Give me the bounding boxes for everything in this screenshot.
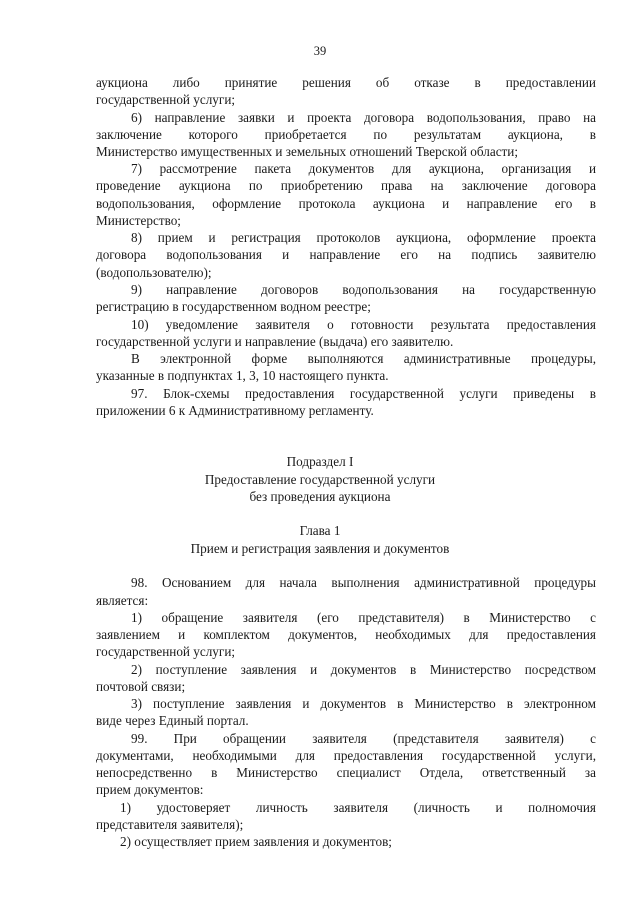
text-line: 97. Блок-схемы предоставления государственной услуги приведены в xyxy=(131,386,596,401)
text-line: непосредственно в Министерство специалист Отдела, ответственный за xyxy=(96,765,596,780)
text-line: Министерство; xyxy=(96,213,181,228)
text-line: приложении 6 к Административному регламенту. xyxy=(96,403,374,418)
subsection-title: Подраздел I xyxy=(286,454,354,469)
text-line: заявлением и комплектом документов, необходимых для предоставления xyxy=(96,627,596,642)
text-line: 7) рассмотрение пакета документов для аукциона, организация и xyxy=(131,161,596,176)
text-line: представителя заявителя); xyxy=(96,817,244,832)
text-line: 10) уведомление заявителя о готовности результата предоставления xyxy=(131,317,596,332)
text-line: государственной услуги; xyxy=(96,92,236,107)
chapter-name: Прием и регистрация заявления и документов xyxy=(190,541,450,556)
text-line: 6) направление заявки и проекта договора водопользования, право на xyxy=(131,110,596,125)
text-line: 9) направление договоров водопользования на государственную xyxy=(131,282,596,297)
text-line: договора водопользования и направление его на подпись заявителю xyxy=(96,247,596,262)
text-line: 2) осуществляет прием заявления и документов; xyxy=(120,834,392,849)
text-line: государственной услуги; xyxy=(96,644,236,659)
text-line: 1) обращение заявителя (его представителя) в Министерство с xyxy=(131,610,596,625)
text-line: 99. При обращении заявителя (представителя заявителя) с xyxy=(131,731,596,746)
text-line: документами, необходимыми для предоставления государственной услуги, xyxy=(96,748,596,763)
text-line: водопользования, оформление протокола аукциона и направление его в xyxy=(96,196,596,211)
text-line: В электронной форме выполняются административные процедуры, xyxy=(131,351,596,366)
subsection-line: без проведения аукциона xyxy=(249,489,391,504)
text-line: 98. Основанием для начала выполнения административной процедуры xyxy=(131,575,596,590)
subsection-line: Предоставление государственной услуги xyxy=(204,472,436,487)
text-line: заключение которого приобретается по результатам аукциона, в xyxy=(96,127,596,142)
text-line: 2) поступление заявления и документов в Министерство посредством xyxy=(131,662,596,677)
text-line: 8) прием и регистрация протоколов аукциона, оформление проекта xyxy=(131,230,596,245)
chapter-title: Глава 1 xyxy=(299,523,341,538)
text-line: проведение аукциона по приобретению права на заключение договора xyxy=(96,178,596,193)
text-line: Министерство имущественных и земельных отношений Тверской области; xyxy=(96,144,519,159)
text-line: является: xyxy=(96,593,149,608)
text-line: почтовой связи; xyxy=(96,679,186,694)
text-line: аукциона либо принятие решения об отказе в предоставлении xyxy=(96,75,596,90)
text-line: виде через Единый портал. xyxy=(96,713,249,728)
page-number: 39 xyxy=(313,44,327,58)
text-line: 1) удостоверяет личность заявителя (личность и полномочия xyxy=(120,800,596,815)
text-line: указанные в подпунктах 1, 3, 10 настоящего пункта. xyxy=(96,368,389,383)
text-line: 3) поступление заявления и документов в Министерство в электронном xyxy=(131,696,596,711)
text-line: регистрацию в государственном водном реестре; xyxy=(96,299,371,314)
text-line: государственной услуги и направление (выдача) его заявителю. xyxy=(96,334,454,349)
text-line: прием документов: xyxy=(96,782,204,797)
text-line: (водопользователю); xyxy=(96,265,212,280)
